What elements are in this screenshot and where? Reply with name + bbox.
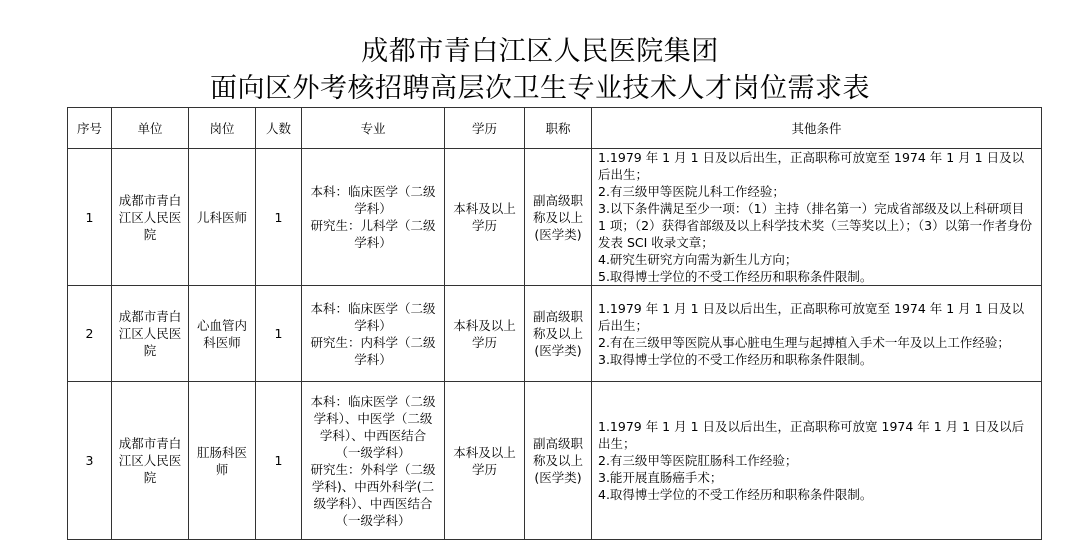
cell-education: 本科及以上学历 — [445, 286, 525, 382]
cell-unit: 成都市青白江区人民医院 — [112, 382, 189, 540]
condition-line: 2.有三级甲等医院肛肠科工作经验； — [598, 453, 798, 468]
header-post: 岗位 — [189, 108, 256, 149]
major-line: 研究生：外科学（二级学科)、中西外科学(二级学科）、中西医结合（一级学科） — [310, 461, 436, 528]
cell-count: 1 — [256, 382, 302, 540]
cell-unit: 成都市青白江区人民医院 — [112, 149, 189, 286]
header-education: 学历 — [445, 108, 525, 149]
table-row — [68, 286, 1042, 382]
job-requirements-table — [67, 107, 1042, 540]
condition-line: 1.1979 年 1 月 1 日及以后出生，正高职称可放宽至 1974 年 1 月 1 日及以后出生； — [598, 300, 1025, 333]
cell-no: 1 — [68, 149, 112, 286]
cell-title: 副高级职称及以上(医学类) — [525, 382, 592, 540]
condition-line: 3.取得博士学位的不受工作经历和职称条件限制。 — [598, 351, 873, 367]
major-line: 本科：临床医学（二级学科） — [310, 300, 436, 333]
cell-no: 3 — [68, 382, 112, 540]
cell-education: 本科及以上学历 — [445, 382, 525, 540]
table-row — [68, 382, 1042, 540]
header-count: 人数 — [256, 108, 302, 149]
header-unit: 单位 — [112, 108, 189, 149]
cell-major — [302, 382, 445, 540]
table-header-row — [68, 108, 1042, 149]
cell-conditions — [592, 149, 1042, 286]
header-title: 职称 — [525, 108, 592, 149]
major-line: 本科：临床医学（二级学科） — [310, 184, 436, 216]
cell-count: 1 — [256, 149, 302, 286]
condition-line: 5.取得博士学位的不受工作经历和职称条件限制。 — [598, 269, 873, 284]
cell-count: 1 — [256, 286, 302, 382]
cell-title: 副高级职称及以上(医学类) — [525, 149, 592, 286]
cell-post: 儿科医师 — [189, 149, 256, 286]
condition-line: 1.1979 年 1 月 1 日及以后出生，正高职称可放宽 1974 年 1 月 1 日及以后出生； — [598, 419, 1025, 451]
cell-post: 心血管内科医师 — [189, 286, 256, 382]
table-row — [68, 149, 1042, 286]
condition-line: 3.以下条件满足至少一项：（1）主持（排名第一）完成省部级及以上科研项目 1 项；（2）获得省部级及以上科学技术奖（三等奖以上）；（3）以第一作者身份发表 SCI 收录文章； — [598, 201, 1033, 250]
cell-education: 本科及以上学历 — [445, 149, 525, 286]
condition-line: 4.研究生研究方向需为新生儿方向； — [598, 252, 798, 267]
page-title-line1: 成都市青白江区人民医院集团 — [361, 36, 719, 67]
major-line: 本科：临床医学（二级学科）、中医学（二级学科）、中西医结合（一级学科） — [310, 393, 436, 460]
major-line: 研究生：儿科学（二级学科） — [310, 218, 436, 250]
cell-unit: 成都市青白江区人民医院 — [112, 286, 189, 382]
cell-no: 2 — [68, 286, 112, 382]
condition-line: 1.1979 年 1 月 1 日及以后出生，正高职称可放宽至 1974 年 1 月 1 日及以后出生； — [598, 150, 1025, 182]
condition-line: 2.有三级甲等医院儿科工作经验； — [598, 184, 785, 199]
cell-post: 肛肠科医师 — [189, 382, 256, 540]
header-conditions: 其他条件 — [592, 108, 1042, 149]
header-no: 序号 — [68, 108, 112, 149]
condition-line: 2.有在三级甲等医院从事心脏电生理与起搏植入手术一年及以上工作经验； — [598, 334, 1010, 350]
cell-title: 副高级职称及以上(医学类) — [525, 286, 592, 382]
condition-line: 3.能开展直肠癌手术； — [598, 470, 723, 485]
major-line: 研究生：内科学（二级学科） — [310, 334, 436, 367]
cell-major — [302, 149, 445, 286]
header-major: 专业 — [302, 108, 445, 149]
condition-line: 4.取得博士学位的不受工作经历和职称条件限制。 — [598, 487, 873, 502]
cell-conditions — [592, 382, 1042, 540]
cell-major — [302, 286, 445, 382]
page-title-line2: 面向区外考核招聘高层次卫生专业技术人才岗位需求表 — [210, 73, 870, 104]
cell-conditions — [592, 286, 1042, 382]
